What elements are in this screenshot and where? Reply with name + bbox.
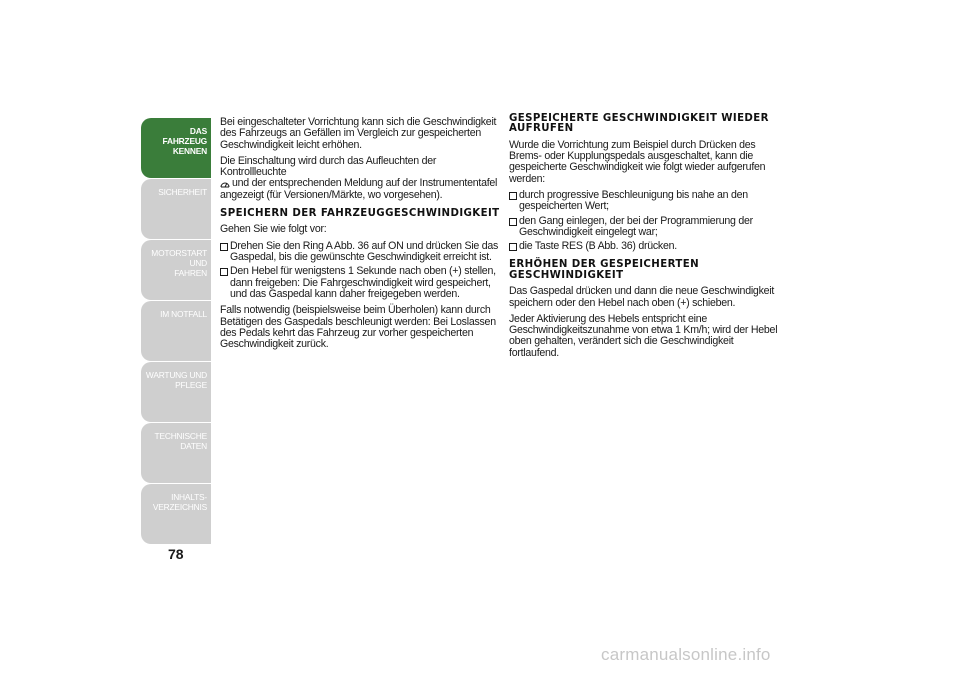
tab-label: IM NOTFALL: [160, 309, 207, 319]
paragraph: Das Gaspedal drücken und dann die neue Geschwindigkeit speichern oder den Hebel nach oben (+) schieben.: [509, 285, 775, 309]
tab-label: INHALTS- VERZEICHNIS: [152, 492, 207, 512]
right-column: [509, 114, 784, 364]
list-item: Den Hebel für wenigstens 1 Sekunde nach oben (+) stellen, dann freigeben: Die Fahrgeschwindigkeit wird gespeichert, und das Gaspedal kann daher freigegeben werden.: [220, 266, 504, 300]
page-number: 78: [168, 546, 184, 562]
tab-motorstart-und-fahren[interactable]: [141, 240, 211, 300]
list-item: die Taste RES (B Abb. 36) drücken.: [509, 241, 784, 252]
section-heading: GESPEICHERTE GESCHWINDIGKEIT WIEDER AUFRUFEN: [509, 113, 769, 135]
tab-im-notfall[interactable]: [141, 301, 211, 361]
paragraph-text: Die Einschaltung wird durch das Aufleuchten der Kontrollleuchte: [220, 154, 437, 179]
list-item: Drehen Sie den Ring A Abb. 36 auf ON und drücken Sie das Gaspedal, bis die gewünschte Geschwindigkeit erreicht ist.: [220, 241, 504, 264]
tab-sicherheit[interactable]: [141, 179, 211, 239]
section-heading: ERHÖHEN DER GESPEICHERTEN GESCHWINDIGKEIT: [509, 259, 700, 281]
tab-label: MOTORSTART UND FAHREN: [151, 248, 207, 278]
paragraph: Falls notwendig (beispielsweise beim Überholen) kann durch Betätigen des Gaspedals beschleunigt werden: Bei Loslassen des Pedals kehrt das Fahrzeug zur vorher gespeicherten Geschwindigkeit zurück.: [220, 304, 496, 351]
paragraph: Wurde die Vorrichtung zum Beispiel durch Drücken des Brems- oder Kupplungspedals ausgeschaltet, kann die gespeicherte Geschwindigkeit wie folgt wieder aufgerufen werden:: [509, 138, 766, 185]
section-heading: SPEICHERN DER FAHRZEUGGESCHWINDIGKEIT: [220, 208, 500, 220]
paragraph: Bei eingeschalteter Vorrichtung kann sich die Geschwindigkeit des Fahrzeugs an Gefällen im Vergleich zur gespeicherten Geschwindigkeit leicht erhöhen.: [220, 116, 497, 151]
paragraph: [220, 156, 504, 201]
list-item: durch progressive Beschleunigung bis nahe an den gespeicherten Wert;: [509, 190, 784, 213]
tab-label: DAS FAHRZEUG KENNEN: [162, 126, 207, 156]
paragraph: Jeder Aktivierung des Hebels entspricht eine Geschwindigkeitszunahme von etwa 1 Km/h; wird der Hebel oben gehalten, verändert sich die Geschwindigkeit fortlaufend.: [509, 312, 778, 359]
watermark: carmanualsonline.info: [601, 645, 771, 664]
tab-label: WARTUNG UND PFLEGE: [145, 370, 207, 390]
left-column: [220, 117, 504, 355]
bullet-list: [220, 241, 504, 300]
tab-technische-daten[interactable]: [141, 423, 211, 483]
list-item: den Gang einlegen, der bei der Programmierung der Geschwindigkeit eingelegt war;: [509, 216, 784, 239]
paragraph: Gehen Sie wie folgt vor:: [220, 223, 327, 236]
tab-wartung-und-pflege[interactable]: [141, 362, 211, 422]
tab-label: TECHNISCHE DATEN: [154, 431, 207, 451]
tab-label: SICHERHEIT: [158, 187, 207, 197]
paragraph-text: und der entsprechenden Meldung auf der Instrumententafel angezeigt (für Versionen/Märkte, wo vorgesehen).: [220, 177, 498, 201]
tab-das-fahrzeug-kennen[interactable]: [141, 118, 211, 178]
tab-inhaltsverzeichnis[interactable]: [141, 484, 211, 544]
bullet-list: [509, 190, 784, 252]
cruise-control-icon: [220, 180, 230, 188]
